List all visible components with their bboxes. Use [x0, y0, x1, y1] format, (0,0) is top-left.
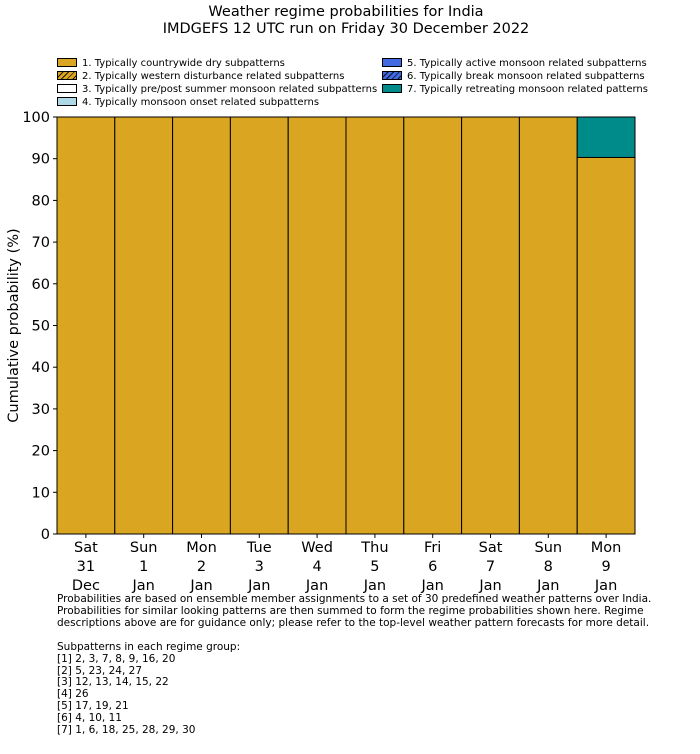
legend-label: 7. Typically retreating monsoon related patterns: [407, 84, 648, 95]
y-tick-label: 90: [31, 151, 50, 168]
bar-segment: [57, 117, 115, 534]
bar-segment: [288, 117, 346, 534]
x-tick-label: 1: [139, 559, 149, 575]
x-tick-label: Sat: [478, 540, 503, 556]
x-tick-label: Sat: [74, 540, 98, 556]
groups-list: [57, 654, 677, 737]
x-tick-label: Jan: [248, 578, 271, 594]
y-tick-label: 30: [31, 401, 50, 418]
chart-subtitle: IMDGEFS 12 UTC run on Friday 30 December 2022: [162, 21, 530, 37]
bar-group: [57, 117, 635, 534]
legend-label: 1. Typically countrywide dry subpatterns: [82, 58, 285, 69]
x-tick-label: Tue: [246, 540, 272, 556]
group-line: [2] 5, 23, 24, 27: [57, 664, 142, 677]
legend-label: 3. Typically pre/post summer monsoon related subpatterns: [82, 84, 378, 95]
legend-label: 5. Typically active monsoon related subpatterns: [407, 58, 647, 69]
x-tick-label: 4: [312, 559, 322, 575]
x-tick-label: 7: [485, 559, 496, 575]
y-tick-label: 80: [31, 193, 50, 210]
bar-segment: [115, 117, 173, 534]
x-tick-label: 31: [76, 559, 96, 575]
bar-segment: [404, 117, 462, 534]
legend-label: 6. Typically break monsoon related subpatterns: [407, 71, 645, 82]
x-tick-label: Thu: [361, 540, 389, 556]
legend-label: 2. Typically western disturbance related subpatterns: [82, 71, 345, 82]
groups-heading: Subpatterns in each regime group:: [57, 640, 241, 653]
bar-segment: [577, 157, 635, 534]
x-tick-label: Jan: [305, 578, 329, 594]
x-axis: [72, 534, 622, 594]
y-tick-label: 100: [22, 110, 50, 126]
y-tick-label: 70: [31, 235, 50, 252]
y-tick-label: 10: [31, 485, 50, 502]
x-tick-label: Sun: [534, 540, 563, 556]
group-line: [5] 17, 19, 21: [57, 700, 129, 713]
bar-segment: [462, 117, 520, 534]
x-tick-label: Jan: [132, 578, 155, 594]
x-tick-label: Jan: [537, 578, 560, 594]
y-tick-label: 20: [31, 443, 50, 460]
x-tick-label: Fri: [424, 540, 442, 556]
x-tick-label: 3: [254, 559, 264, 575]
group-line: [3] 12, 13, 14, 15, 22: [57, 676, 169, 689]
footer-note-line: descriptions above are for guidance only; please refer to the top-level weather pattern forecasts for more detail.: [57, 616, 650, 629]
x-tick-label: Jan: [190, 578, 213, 594]
x-tick-label: Mon: [590, 540, 622, 556]
group-line: [1] 2, 3, 7, 8, 9, 16, 20: [57, 652, 176, 665]
x-tick-label: Sun: [129, 540, 158, 556]
bar-segment: [577, 117, 635, 157]
x-tick-label: 6: [428, 559, 438, 575]
footer-notes: [57, 594, 677, 737]
group-line: [7] 1, 6, 18, 25, 28, 29, 30: [57, 724, 196, 737]
group-line: [6] 4, 10, 11: [57, 712, 122, 725]
bar-segment: [519, 117, 577, 534]
footer-note-line: Probabilities are based on ensemble member assignments to a set of 30 predefined weather patterns over India.: [57, 593, 652, 605]
bar-segment: [230, 117, 288, 534]
footer-note-line: Probabilities for similar looking patterns are then summed to form the regime probabilities shown here. Regime: [57, 604, 644, 617]
y-axis-label: Cumulative probability (%): [6, 228, 22, 423]
x-tick-label: Jan: [421, 578, 444, 594]
x-tick-label: Dec: [71, 578, 100, 594]
footer-explanation: [57, 594, 677, 630]
x-tick-label: Jan: [479, 578, 502, 594]
bar-segment: [346, 117, 404, 534]
group-line: [4] 26: [57, 688, 89, 701]
y-tick-label: 0: [40, 527, 50, 543]
chart-title-line-1: Weather regime probabilities for India: [208, 4, 484, 20]
x-tick-label: Wed: [301, 540, 333, 556]
legend-label: 4. Typically monsoon onset related subpatterns: [82, 97, 320, 108]
x-tick-label: 5: [370, 559, 380, 575]
x-tick-label: 8: [543, 559, 553, 575]
y-tick-label: 40: [31, 360, 50, 377]
y-axis: [22, 110, 57, 543]
bar-segment: [173, 117, 231, 534]
x-tick-label: 9: [601, 559, 611, 575]
x-tick-label: 2: [196, 559, 207, 575]
y-tick-label: 50: [31, 318, 50, 335]
y-tick-label: 60: [31, 276, 50, 293]
x-tick-label: Jan: [363, 578, 387, 594]
x-tick-label: Jan: [594, 578, 618, 594]
x-tick-label: Mon: [186, 540, 217, 556]
